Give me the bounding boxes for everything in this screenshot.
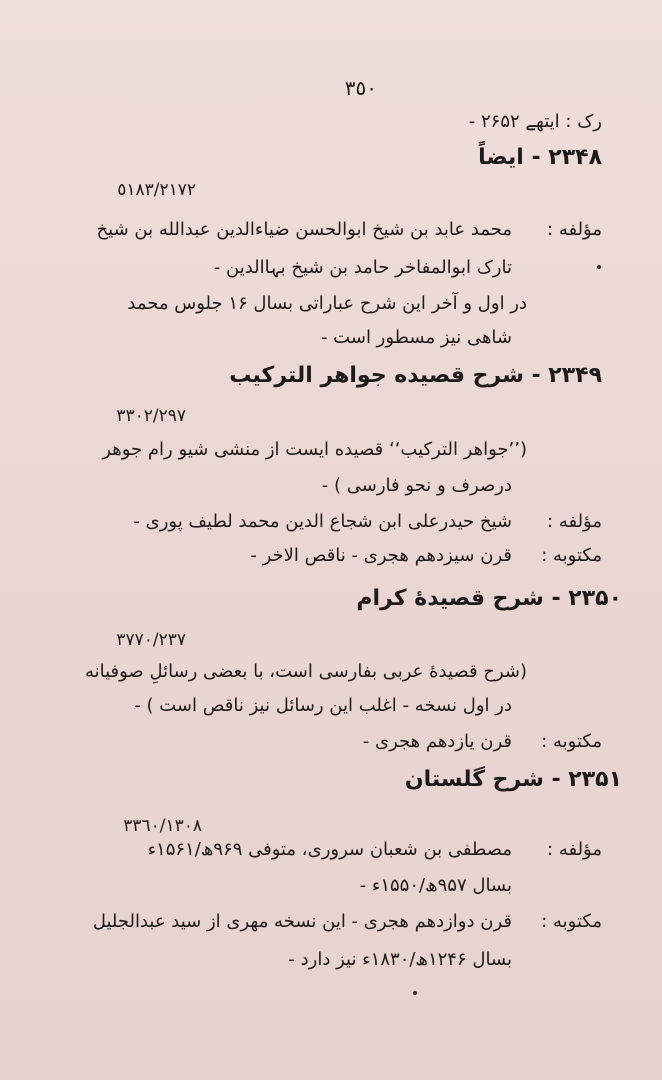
author-label-2348: مؤلفه :	[547, 219, 602, 240]
page-dot	[413, 991, 417, 995]
desc-line1-2350: (شرح قصیدهٔ عربی بفارسی است، با بعضی رسائلِ صوفیانه	[84, 661, 527, 682]
author-label-2349: مؤلفه :	[547, 511, 602, 532]
desc-line2-2349: درصرف و نحو فارسی ) -	[321, 475, 512, 496]
entry-ref-2350: ٣٧٧٠/٢٣٧	[116, 630, 186, 650]
cross-reference-line: رک : ایتھے ۲۶۵۲ -	[468, 111, 602, 132]
note-line1-2348: در اول و آخر این شرح عباراتی بسال ۱۶ جلوس محمد	[127, 293, 527, 314]
entry-ref-2351: ٣٣٦٠/١٣٠٨	[123, 816, 202, 836]
script-2349: قرن سیزدهم هجری - ناقص الاخر -	[250, 545, 512, 566]
author-2349: شیخ حیدرعلی ابن شجاع الدین محمد لطیف پوری -	[133, 511, 512, 532]
desc-line2-2350: در اول نسخه - اغلب این رسائل نیز ناقص است ) -	[134, 695, 512, 716]
entry-heading-2351: ۲۳۵۱ - شرح گلستان	[404, 767, 622, 792]
script-label-2349: مکتوبه :	[541, 545, 602, 566]
entry-heading-2349: ۲۳۴۹ - شرح قصیده جواهر الترکیب	[229, 363, 602, 388]
script-2350: قرن یازدهم هجری -	[362, 731, 512, 752]
note-line2-2348: شاهی نیز مسطور است -	[320, 327, 512, 348]
author-line1-2351: مصطفی بن شعبان سروری، متوفی ۹۶۹ھ/۱۵۶۱ء	[147, 839, 512, 860]
entry-ref-2348: ٥١٨٣/٢١٧٢	[117, 180, 196, 200]
entry-heading-2350: ۲۳۵۰ - شرح قصیدهٔ کرام	[356, 586, 622, 611]
desc-line1-2349: (’’جواهر الترکیب‘‘ قصیده ایست از منشی شیو رام جوهر	[102, 439, 527, 460]
script-label-2351: مکتوبه :	[541, 911, 602, 932]
entry-heading-2348: ۲۳۴۸ - ایضاً	[478, 145, 602, 170]
author-line1-2348: محمد عابد بن شیخ ابوالحسن ضیاءالدین عبدالله بن شیخ	[96, 219, 512, 240]
author-line2-2351: بسال ۹۵۷ھ/۱۵۵۰ء -	[359, 875, 512, 896]
script-label-2350: مکتوبه :	[541, 731, 602, 752]
script-line1-2351: قرن دوازدهم هجری - این نسخه مهری از سید عبدالجلیل	[92, 911, 512, 932]
stray-mark	[597, 265, 601, 269]
script-line2-2351: بسال ۱۲۴۶ھ/۱۸۳۰ء نیز دارد -	[288, 949, 512, 970]
entry-ref-2349: ٣٣٠٢/٢٩٧	[116, 406, 186, 426]
author-label-2351: مؤلفه :	[547, 839, 602, 860]
page-number: ٣٥٠	[344, 76, 377, 100]
author-line2-2348: تارک ابوالمفاخر حامد بن شیخ بہاالدین -	[213, 257, 512, 278]
